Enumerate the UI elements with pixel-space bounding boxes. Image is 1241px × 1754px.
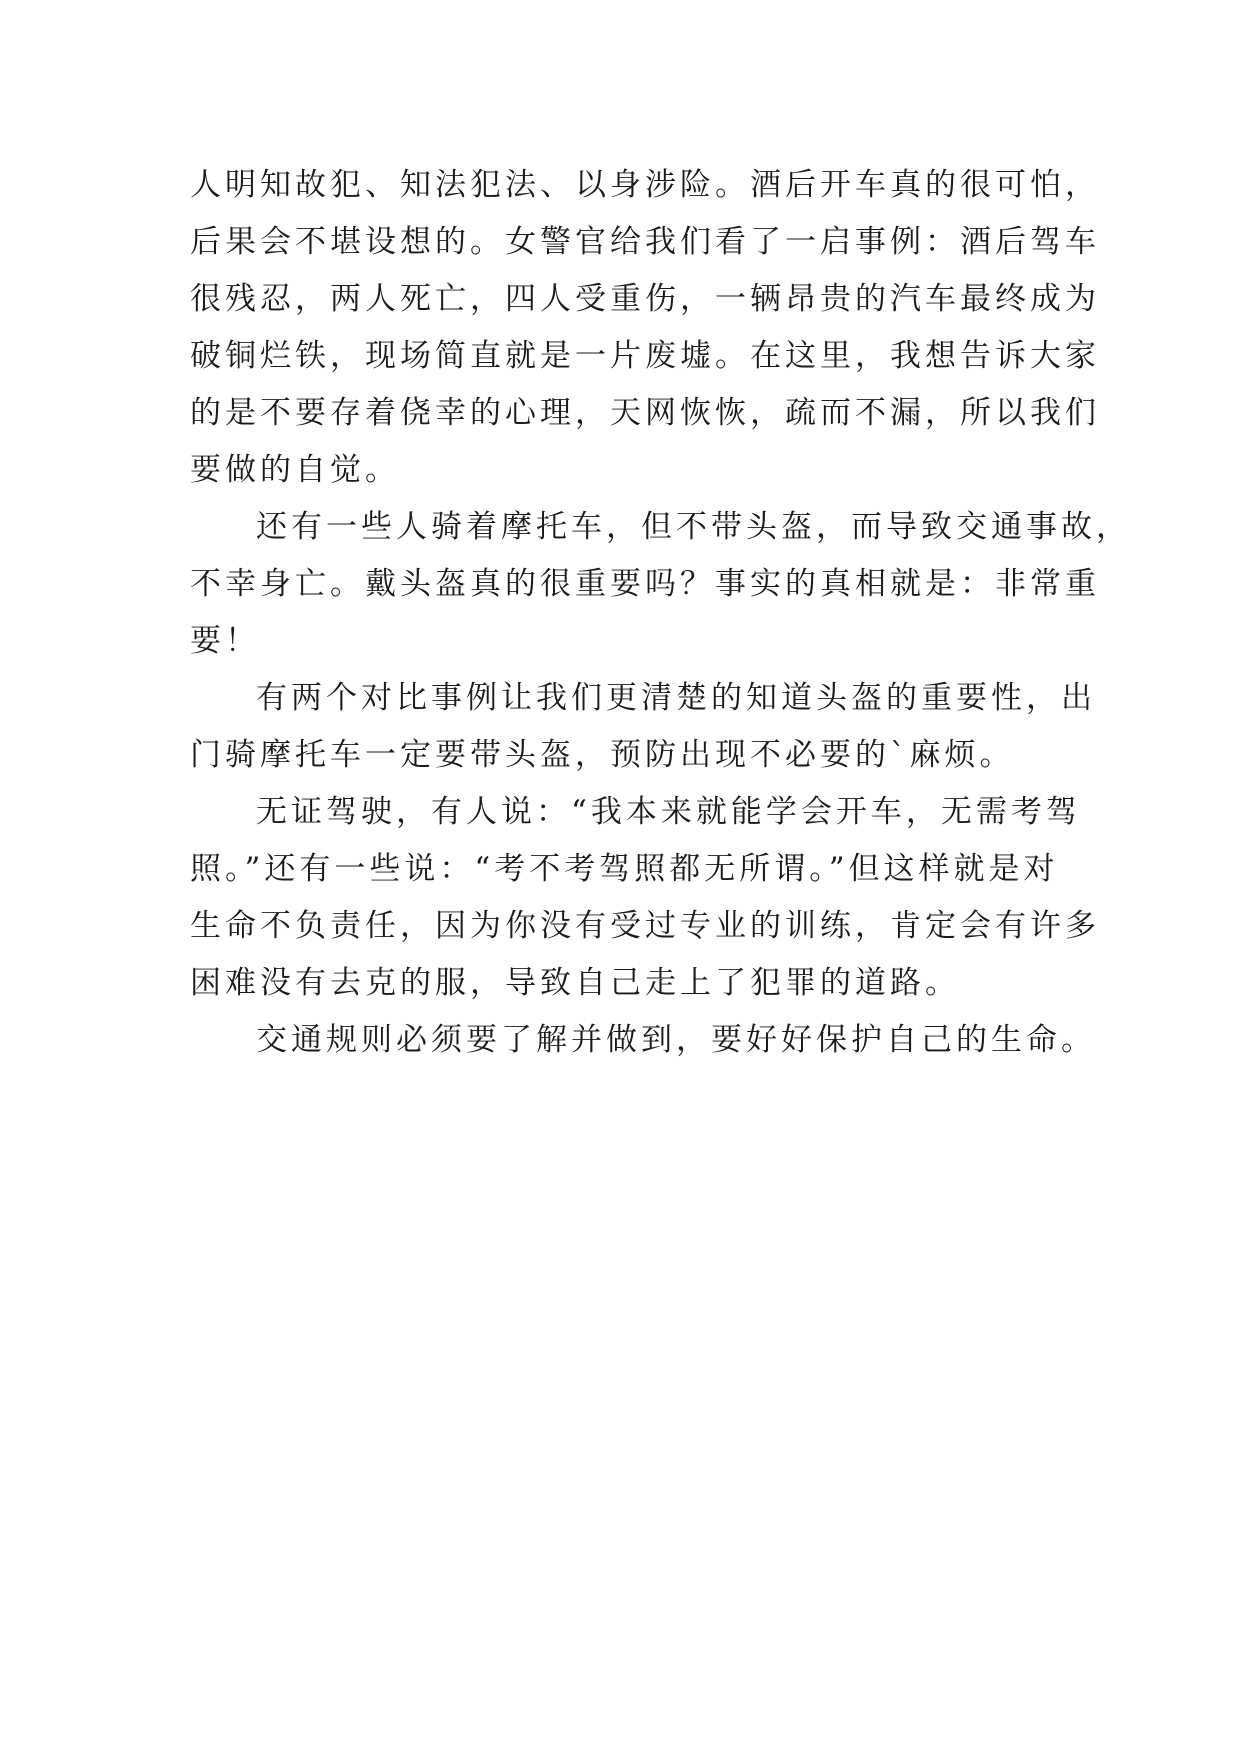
paragraph-2: [190, 499, 1131, 670]
paragraph-4: [190, 784, 1100, 1012]
document-body: [190, 157, 1131, 1069]
paragraph-line: 后果会不堪设想的。女警官给我们看了一启事例：酒后驾车: [190, 224, 1100, 260]
paragraph-line: 生命不负责任，因为你没有受过专业的训练，肯定会有许多: [190, 908, 1100, 944]
paragraph-line: 交通规则必须要了解并做到，要好好保护自己的生命。: [256, 1022, 1096, 1058]
paragraph-line: 无证驾驶，有人说：“我本来就能学会开车，无需考驾: [256, 794, 1081, 830]
paragraph-line: 很残忍，两人死亡，四人受重伤，一辆昂贵的汽车最终成为: [190, 281, 1100, 317]
paragraph-1: [190, 157, 1100, 499]
paragraph-line: 困难没有去克的服，导致自己走上了犯罪的道路。: [190, 965, 960, 1001]
paragraph-line: 门骑摩托车一定要带头盔，预防出现不必要的`麻烦。: [190, 737, 1015, 773]
paragraph-5: [190, 1012, 1096, 1069]
paragraph-line: 照。”还有一些说：“考不考驾照都无所谓。”但这样就是对: [190, 851, 1059, 887]
paragraph-line: 有两个对比事例让我们更清楚的知道头盔的重要性，出: [256, 680, 1096, 716]
paragraph-line: 人明知故犯、知法犯法、以身涉险。酒后开车真的很可怕，: [190, 167, 1100, 203]
paragraph-line: 要做的自觉。: [190, 452, 400, 488]
paragraph-3: [190, 670, 1096, 784]
paragraph-line: 要！: [190, 623, 260, 659]
paragraph-line: 不幸身亡。戴头盔真的很重要吗？事实的真相就是：非常重: [190, 566, 1100, 602]
paragraph-line: 破铜烂铁，现场简直就是一片废墟。在这里，我想告诉大家: [190, 338, 1100, 374]
paragraph-line: 的是不要存着侥幸的心理，天网恢恢，疏而不漏，所以我们: [190, 395, 1100, 431]
paragraph-line: 还有一些人骑着摩托车，但不带头盔，而导致交通事故，: [256, 509, 1131, 545]
